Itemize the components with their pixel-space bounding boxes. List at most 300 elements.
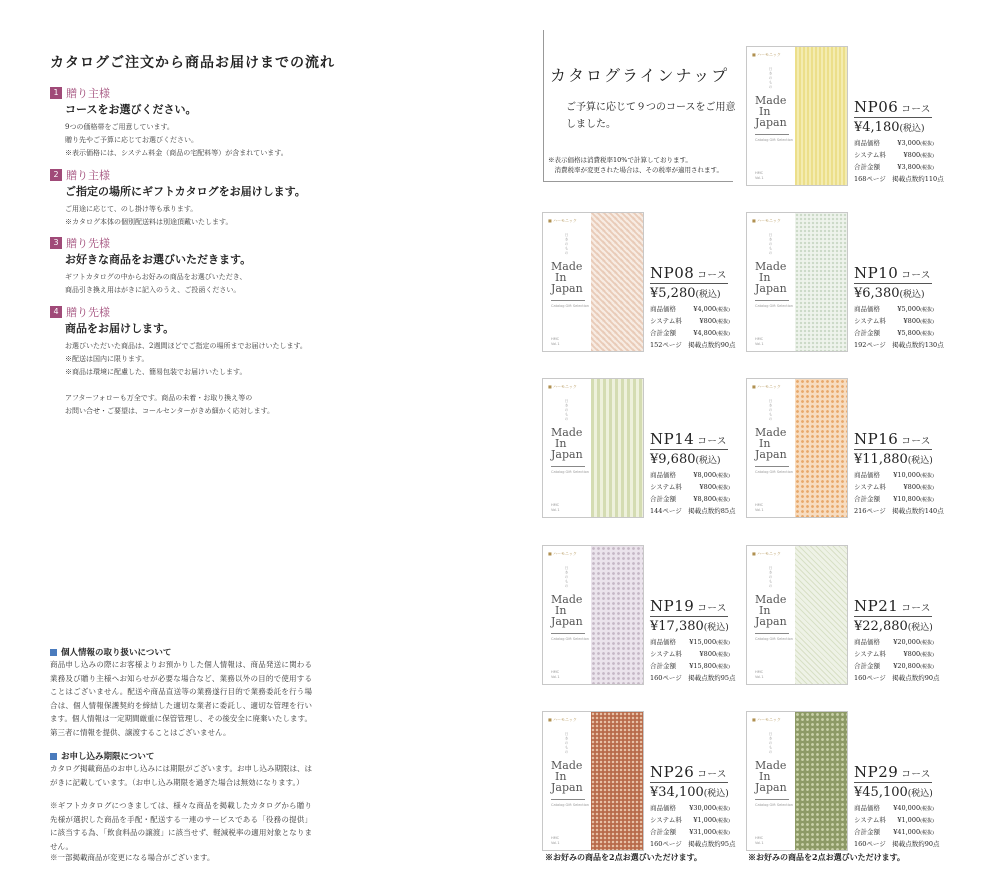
tax-ex-label: (税抜) [716,830,730,836]
cover-pattern [591,379,643,517]
cover-made-in-japan [551,261,583,294]
product-price-row [854,637,934,649]
system-fee-row [854,150,934,162]
cover-footer [551,503,560,513]
course-pages-items [650,673,750,684]
step-title: お好きな商品をお選びいただきます。 [65,253,252,266]
course-pages-items [650,839,750,850]
row-value: ¥8,000 [693,471,717,479]
course-info-np08 [650,264,750,351]
step-text: お問い合せ・ご要望は、コールセンターがきめ細かく応対します。 [65,407,275,415]
tax-ex-label: (税抜) [716,497,730,503]
cover-pattern [795,712,847,850]
course-code [854,597,954,615]
row-label: 商品価格 [650,804,676,812]
cover-vertical-text: 日本のもの [769,233,773,256]
system-fee-row [650,482,730,494]
course-info-np21 [854,597,954,684]
cover-subtitle: Catalog Gift Selection [551,470,590,474]
row-value: ¥30,000 [689,804,717,812]
cover-subtitle: Catalog Gift Selection [755,138,794,142]
course-price-value: ¥5,280 [650,286,696,301]
cover-rule [755,633,789,634]
cover-footer-line: Vol.1 [551,675,560,679]
change-note: ※一部掲載商品が変更になる場合がございます。 [50,853,215,862]
system-fee-row [854,815,934,827]
tax-ex-label: (税抜) [920,485,934,491]
course-info-np26 [650,763,750,850]
cover-made-in-japan [755,594,787,627]
row-value: ¥800 [903,151,921,159]
course-code [854,98,954,116]
row-value: ¥800 [903,650,921,658]
cover-subtitle: Catalog Gift Selection [755,803,794,807]
cover-footer-line: HMC [551,337,560,341]
tax-in-label: (税込) [695,456,721,466]
square-icon [50,753,57,760]
course-underline [854,117,932,118]
pick-note-left: ※お好みの商品を2点お選びいただけます。 [545,852,702,862]
course-suffix: コース [697,603,727,614]
tax-ex-label: (税抜) [920,319,934,325]
course-items: 掲載点数約85点 [688,507,736,515]
cover-made-in-japan [551,594,583,627]
row-value: ¥5,000 [897,305,921,313]
flow-step-4 [50,305,340,418]
step-role: 贈り先様 [66,237,110,250]
row-label: 合計金額 [650,662,676,670]
step-title: ご指定の場所にギフトカタログをお届けします。 [65,185,306,198]
course-info-np29 [854,763,954,850]
deadline-heading [50,750,154,762]
tax-ex-label: (税抜) [920,497,934,503]
row-value: ¥10,000 [893,471,921,479]
privacy-body: 商品申し込みの際にお客様よりお預かりした個人情報は、商品発送に関わる業務及び贈り主様へお知らせが必要な場合など、業務以外の目的で使用することはございません。配送や商品直送等の業務遂行目的で業務委託を行う場合は、個人情報保護契約を締結した適切な業者に委託し、適切な管理を行います。個人情報は一定期間厳重に保管管理し、その後安全に廃棄いたします。第三者に情報を提供、譲渡することはございません。 [50,660,312,737]
course-underline [650,782,728,783]
cover-title-line: Made [551,260,583,273]
catalog-cover-np10 [746,212,848,352]
course-items: 掲載点数約130点 [892,341,944,349]
system-fee-row [854,482,934,494]
product-price-row [854,803,934,815]
flow-step-1 [50,86,340,160]
square-icon [50,649,57,656]
cover-made-in-japan [755,760,787,793]
course-pages-items [650,506,750,517]
tax-ex-label: (税抜) [716,319,730,325]
cover-made-in-japan [551,427,583,460]
cover-title-line: In [759,604,771,617]
course-info-np19 [650,597,750,684]
row-label: システム料 [650,816,682,824]
cover-footer-line: Vol.1 [755,508,764,512]
cover-title-line: In [759,437,771,450]
cover-footer [755,670,764,680]
cover-pattern [795,47,847,185]
cover-title-line: Made [551,426,583,439]
tax-ex-label: (税抜) [716,652,730,658]
course-price-value: ¥9,680 [650,452,696,467]
gift-tax-note: ※ギフトカタログにつきましては、様々な商品を掲載したカタログから贈り先様が選択した商品を手配・配送する一連のサービスである「役務の提供」に該当する為、「飲食料品の譲渡」に該当せず、軽減税率の適用対象となりません。 [50,801,312,851]
course-pages: 160ページ [854,840,886,848]
row-label: システム料 [854,816,886,824]
cover-title-line: Japan [755,116,787,129]
course-items: 掲載点数約95点 [688,840,736,848]
cover-title-line: Japan [551,781,583,794]
cover-pattern [795,213,847,351]
cover-vertical-text: 日本のもの [565,566,569,589]
cover-title-line: In [555,437,567,450]
row-label: システム料 [854,151,886,159]
step-text: ※商品は環境に配慮した、簡易包装でお届けいたします。 [65,368,247,376]
cover-footer [755,171,764,181]
cover-vertical-text: 日本のもの [565,399,569,422]
course-pages: 160ページ [650,674,682,682]
row-label: 合計金額 [854,662,880,670]
course-price [650,785,750,800]
cover-title-line: Japan [755,282,787,295]
tax-ex-label: (税抜) [920,640,934,646]
course-code-value: NP16 [854,430,899,448]
course-items: 掲載点数約90点 [892,674,940,682]
product-price-row [650,470,730,482]
cover-vertical-text: 日本のもの [565,233,569,256]
course-code [854,430,954,448]
tax-in-label: (税込) [899,124,925,134]
cover-subtitle: Catalog Gift Selection [755,637,794,641]
flow-step-3 [50,236,340,297]
step-text: ご用途に応じて、のし掛け等も承ります。 [65,205,198,213]
cover-title-line: Made [551,593,583,606]
cover-logo: ■ ハーモニック [752,218,781,223]
catalog-cover-np26 [542,711,644,851]
course-price [854,120,954,135]
cover-footer-line: HMC [551,670,560,674]
tax-ex-label: (税抜) [920,153,934,159]
course-underline [650,616,728,617]
tax-ex-label: (税抜) [716,485,730,491]
cover-title-line: Made [755,426,787,439]
row-label: 商品価格 [854,305,880,313]
course-price [650,286,750,301]
course-price-value: ¥6,380 [854,286,900,301]
system-fee-row [854,316,934,328]
cover-footer-line: Vol.1 [551,508,560,512]
course-info-np10 [854,264,954,351]
product-price-row [854,470,934,482]
cover-pattern [591,213,643,351]
cover-footer-line: HMC [551,836,560,840]
step-text: ギフトカタログの中からお好みの商品をお選びいただき、 [65,273,247,281]
cover-vertical-text: 日本のもの [769,566,773,589]
system-fee-row [650,815,730,827]
course-pages: 168ページ [854,175,886,183]
row-label: 合計金額 [650,329,676,337]
course-pages: 160ページ [650,840,682,848]
tax-in-label: (税込) [899,290,925,300]
cover-footer-line: Vol.1 [755,841,764,845]
row-label: 商品価格 [650,305,676,313]
course-underline [854,616,932,617]
cover-title-line: Made [755,593,787,606]
row-label: システム料 [854,317,886,325]
total-row [650,827,730,839]
course-price [854,619,954,634]
cover-footer-line: Vol.1 [755,675,764,679]
tax-in-label: (税込) [695,290,721,300]
cover-subtitle: Catalog Gift Selection [551,304,590,308]
lineup-tax-note-line: 消費税率が変更された場合は、その税率が適用されます。 [548,166,723,174]
step-text: ※表示価格には、システム料金（商品の宅配料等）が含まれています。 [65,149,288,157]
cover-logo: ■ ハーモニック [548,218,577,223]
cover-vertical-text: 日本のもの [565,732,569,755]
course-suffix: コース [901,270,931,281]
course-underline [854,449,932,450]
cover-footer-line: HMC [755,171,764,175]
row-label: 合計金額 [854,163,880,171]
cover-title-line: Japan [755,781,787,794]
cover-rule [755,134,789,135]
course-price [854,286,954,301]
cover-title-line: In [759,770,771,783]
row-label: 商品価格 [650,638,676,646]
course-pages-items [854,340,954,351]
step-text: 商品引き換え用はがきに記入のうえ、ご投函ください。 [65,286,241,294]
course-code [854,763,954,781]
course-code-value: NP14 [650,430,695,448]
total-row [854,494,934,506]
cover-footer-line: Vol.1 [551,342,560,346]
course-pages: 216ページ [854,507,886,515]
row-value: ¥20,800 [893,662,921,670]
row-value: ¥8,800 [693,495,717,503]
step-number: 1 [50,87,62,99]
total-row [650,661,730,673]
catalog-cover-np29 [746,711,848,851]
pick-note-right: ※お好みの商品を2点お選びいただけます。 [748,852,905,862]
course-price-value: ¥45,100 [854,785,908,800]
cover-footer-line: HMC [755,337,764,341]
system-fee-row [650,649,730,661]
row-value: ¥1,000 [897,816,921,824]
row-label: 合計金額 [854,495,880,503]
cover-title-line: Japan [755,448,787,461]
cover-title-line: Made [551,759,583,772]
total-row [650,328,730,340]
tax-ex-label: (税抜) [920,331,934,337]
cover-footer-line: Vol.1 [755,342,764,346]
course-pages-items [854,839,954,850]
cover-rule [551,633,585,634]
row-label: システム料 [650,650,682,658]
step-text: 贈り先やご予算に応じてお選びください。 [65,136,198,144]
tax-ex-label: (税抜) [716,640,730,646]
course-pages-items [650,340,750,351]
course-price [854,452,954,467]
course-code-value: NP29 [854,763,899,781]
course-code [650,763,750,781]
cover-title-line: Japan [551,282,583,295]
tax-in-label: (税込) [703,789,729,799]
course-suffix: コース [901,603,931,614]
step-text: ※配送は国内に限ります。 [65,355,149,363]
course-pages: 152ページ [650,341,682,349]
course-price-value: ¥17,380 [650,619,704,634]
flow-title: カタログご注文から商品お届けまでの流れ [50,55,335,71]
step-number: 4 [50,306,62,318]
cover-title-line: In [555,271,567,284]
cover-title-line: Japan [551,615,583,628]
tax-ex-label: (税抜) [920,307,934,313]
row-value: ¥800 [699,650,717,658]
cover-footer-line: Vol.1 [551,841,560,845]
cover-title-line: Made [755,260,787,273]
row-value: ¥20,000 [893,638,921,646]
tax-ex-label: (税抜) [716,664,730,670]
cover-rule [755,466,789,467]
cover-footer [551,836,560,846]
course-suffix: コース [901,769,931,780]
row-label: 合計金額 [854,329,880,337]
tax-ex-label: (税抜) [716,307,730,313]
cover-footer [551,670,560,680]
product-price-row [650,637,730,649]
cover-title-line: Japan [551,448,583,461]
course-suffix: コース [901,436,931,447]
lineup-subtitle: ご予算に応じて９つのコースをご用意しました。 [566,102,736,130]
course-pages: 192ページ [854,341,886,349]
cover-footer-line: Vol.1 [755,176,764,180]
row-value: ¥41,000 [893,828,921,836]
course-price [650,452,750,467]
cover-vertical-text: 日本のもの [769,67,773,90]
course-price-value: ¥22,880 [854,619,908,634]
cover-subtitle: Catalog Gift Selection [755,470,794,474]
course-pages-items [854,506,954,517]
cover-footer [755,503,764,513]
step-role: 贈り主様 [66,169,110,182]
course-code [650,597,750,615]
row-value: ¥3,800 [897,163,921,171]
row-label: 商品価格 [854,638,880,646]
cover-footer [755,337,764,347]
system-fee-row [854,649,934,661]
course-code-value: NP21 [854,597,899,615]
tax-ex-label: (税抜) [920,806,934,812]
cover-logo: ■ ハーモニック [548,384,577,389]
lineup-frame-horizontal [543,181,733,182]
course-code-value: NP19 [650,597,695,615]
tax-ex-label: (税抜) [716,473,730,479]
row-value: ¥15,800 [689,662,717,670]
lineup-tax-note [548,155,723,175]
course-items: 掲載点数約110点 [892,175,944,183]
step-text: お選びいただいた商品は、2週間ほどでご指定の場所までお届けいたします。 [65,342,307,350]
cover-pattern [795,379,847,517]
course-suffix: コース [697,769,727,780]
cover-rule [755,300,789,301]
cover-logo: ■ ハーモニック [752,384,781,389]
course-price-value: ¥11,880 [854,452,908,467]
privacy-heading [50,646,171,658]
cover-footer-line: HMC [755,670,764,674]
total-row [854,827,934,839]
cover-title-line: Made [755,94,787,107]
lineup-title: カタログラインナップ [550,66,730,85]
course-code [650,264,750,282]
row-label: 商品価格 [854,471,880,479]
row-value: ¥4,800 [693,329,717,337]
row-value: ¥800 [903,317,921,325]
cover-footer [551,337,560,347]
course-price [650,619,750,634]
row-value: ¥800 [699,317,717,325]
course-underline [854,283,932,284]
total-row [650,494,730,506]
course-info-np14 [650,430,750,517]
product-price-row [650,304,730,316]
cover-subtitle: Catalog Gift Selection [551,803,590,807]
cover-vertical-text: 日本のもの [769,399,773,422]
cover-logo: ■ ハーモニック [548,717,577,722]
course-code [854,264,954,282]
catalog-cover-np14 [542,378,644,518]
cover-made-in-japan [755,95,787,128]
cover-pattern [591,546,643,684]
step-title: 商品をお届けします。 [65,322,175,335]
row-value: ¥800 [699,483,717,491]
total-row [854,328,934,340]
step-text: ※カタログ本体の個別配送料は別途頂戴いたします。 [65,218,233,226]
row-label: 合計金額 [650,828,676,836]
tax-ex-label: (税抜) [716,331,730,337]
row-label: システム料 [854,650,886,658]
course-price [854,785,954,800]
flow-step-2 [50,168,340,229]
row-label: 商品価格 [854,804,880,812]
course-suffix: コース [901,104,931,115]
cover-footer-line: HMC [755,503,764,507]
tax-ex-label: (税抜) [716,806,730,812]
system-fee-row [650,316,730,328]
course-code-value: NP26 [650,763,695,781]
tax-in-label: (税込) [907,789,933,799]
course-code-value: NP10 [854,264,899,282]
row-label: システム料 [650,317,682,325]
cover-title-line: In [555,604,567,617]
product-price-row [854,138,934,150]
cover-title-line: In [759,271,771,284]
course-suffix: コース [697,270,727,281]
lineup-frame-vertical [543,30,544,182]
cover-rule [551,466,585,467]
course-code-value: NP08 [650,264,695,282]
course-info-np16 [854,430,954,517]
course-suffix: コース [697,436,727,447]
cover-made-in-japan [551,760,583,793]
cover-title-line: In [555,770,567,783]
row-label: システム料 [854,483,886,491]
catalog-cover-np06 [746,46,848,186]
row-value: ¥10,800 [893,495,921,503]
catalog-cover-np19 [542,545,644,685]
lineup-tax-note-line: ※表示価格は消費税率10%で計算しております。 [548,156,692,164]
privacy-heading-text: 個人情報の取り扱いについて [61,648,172,658]
tax-ex-label: (税抜) [920,830,934,836]
tax-in-label: (税込) [907,456,933,466]
course-pages: 160ページ [854,674,886,682]
cover-title-line: Made [755,759,787,772]
